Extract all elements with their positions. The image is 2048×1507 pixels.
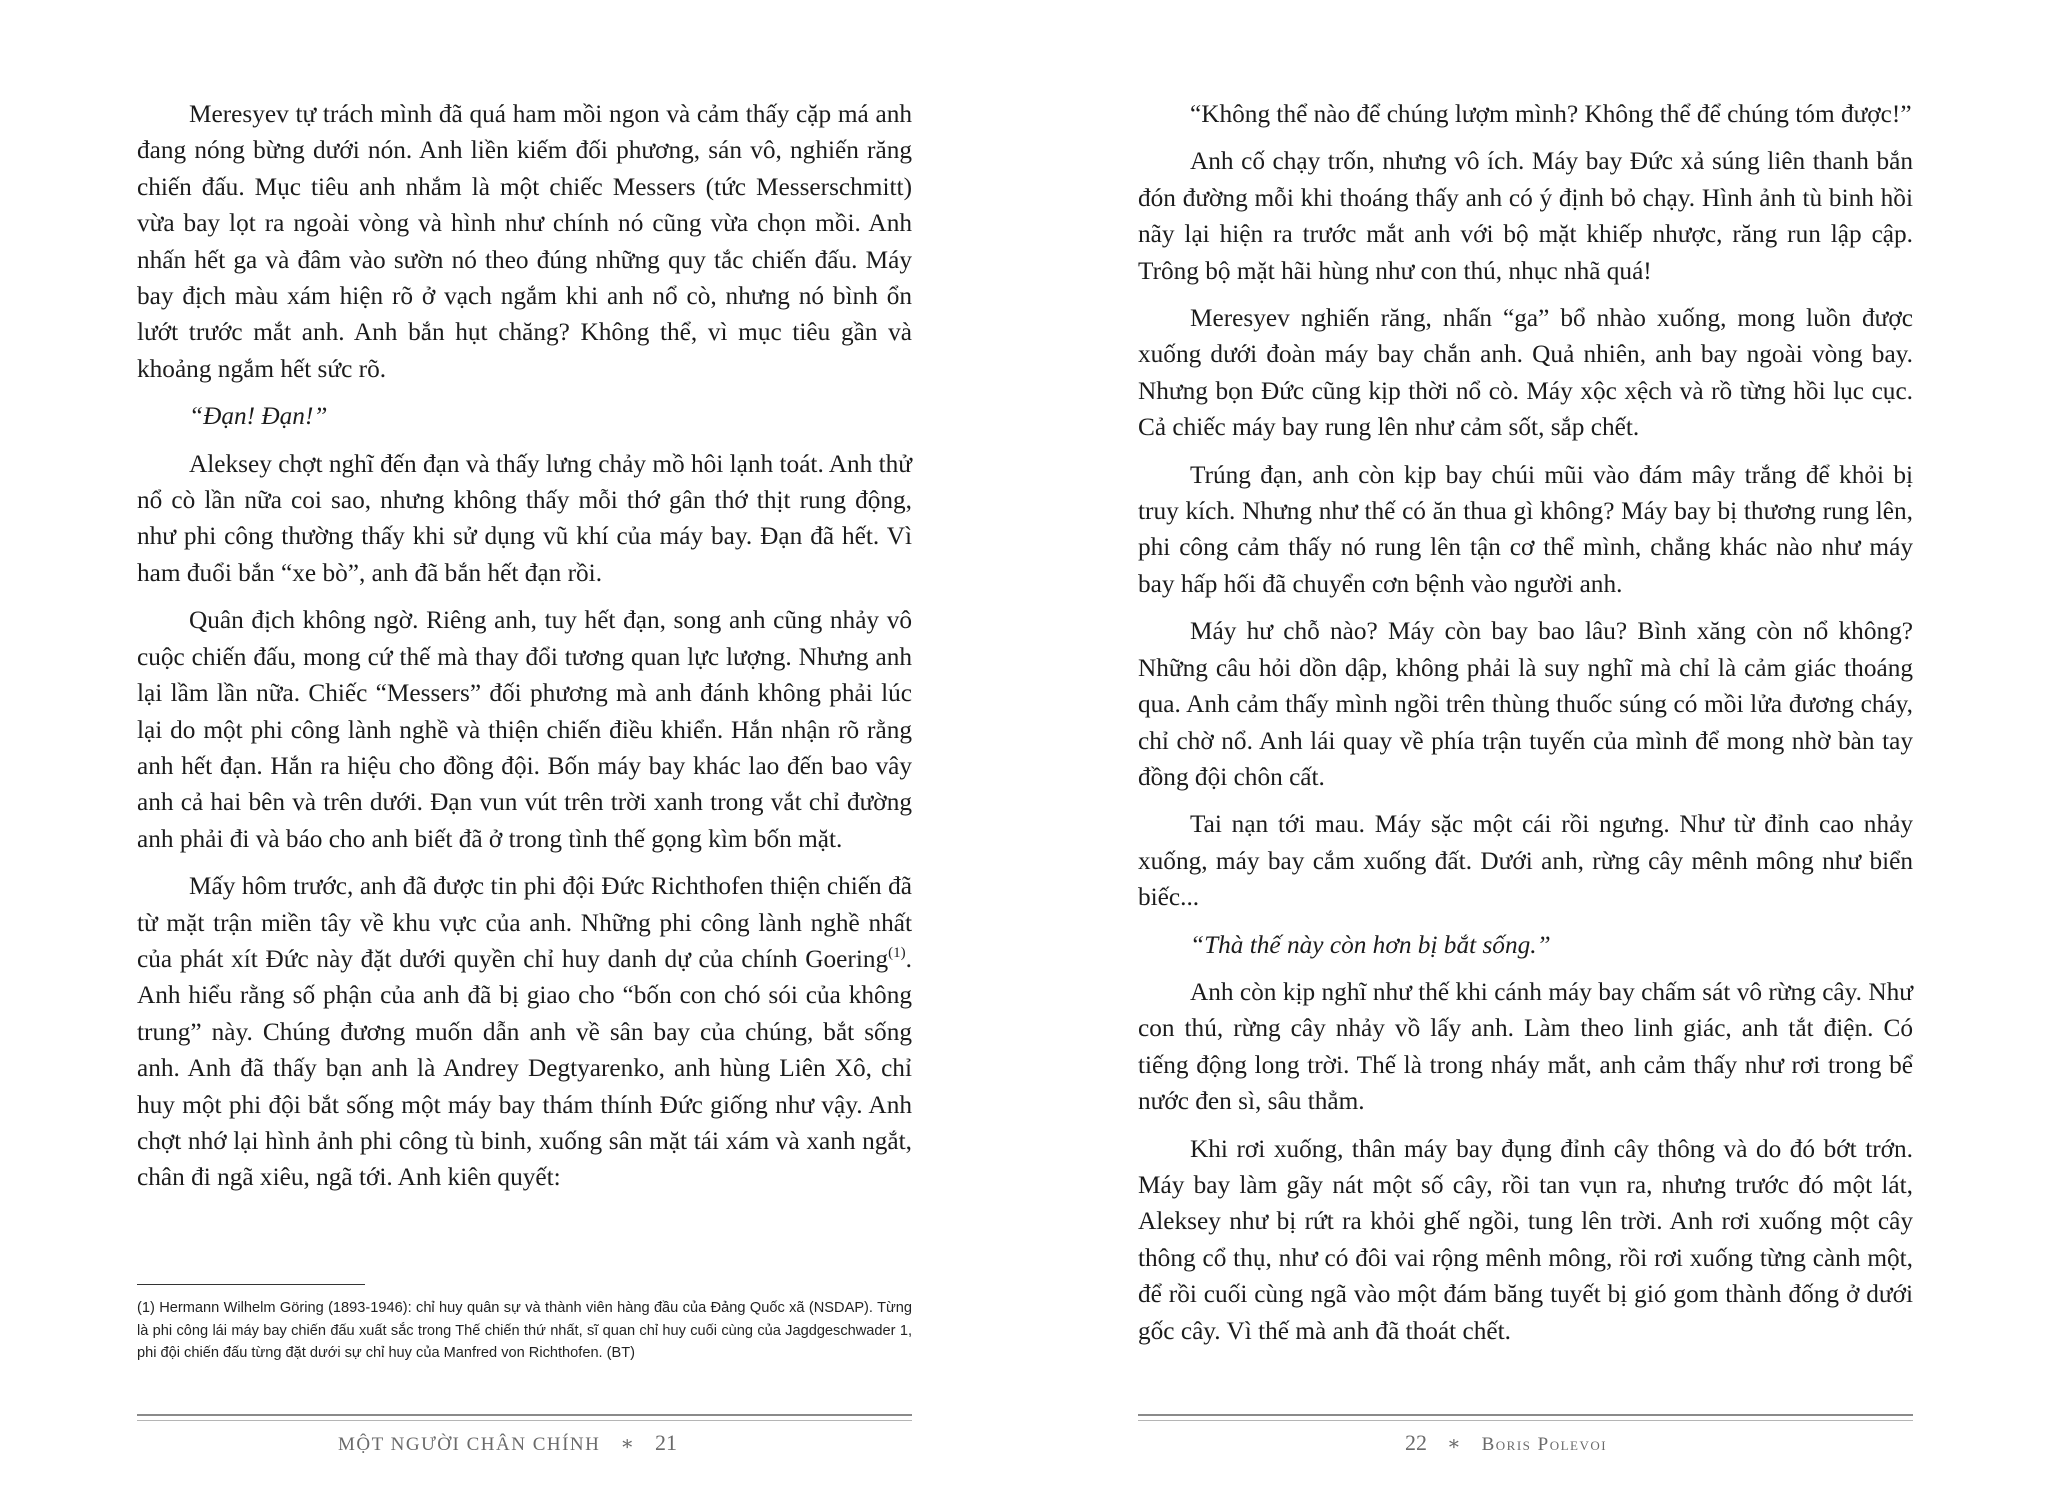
left-paragraph-5-part-b: . Anh hiểu rằng số phận của anh đã bị giao cho “bốn con chó sói của không trung” này. Chúng đương muốn dẫn anh về sân bay của chúng, bắt sống anh. Anh đã thấy bạn anh là Andrey Degtyarenko, anh hùng Liên Xô, chỉ huy một phi đội bắt sống một máy bay thám thính Đức giống như vậy. Anh chợt nhớ lại hình ảnh phi công tù binh, xuống sân mặt tái xám và xanh ngắt, chân đi ngã xiêu, ngã tới. Anh kiên quyết: <box>137 944 912 1192</box>
left-footer-rule <box>137 1414 912 1421</box>
right-page-body <box>1138 96 1913 1360</box>
right-paragraph-6: Tai nạn tới mau. Máy sặc một cái rồi ngưng. Như từ đỉnh cao nhảy xuống, máy bay cắm xuống đất. Dưới anh, rừng cây mênh mông như biển biếc... <box>1138 810 1913 912</box>
right-paragraph-8: Anh còn kịp nghĩ như thế khi cánh máy bay chấm sát vô rừng cây. Như con thú, rừng cây nhảy vồ lấy anh. Làm theo linh giác, anh tắt điện. Có tiếng động long trời. Thế là trong nháy mắt, anh cảm thấy như rơi trong bể nước đen sì, sâu thẳm. <box>1138 977 1913 1116</box>
footnote <box>137 1284 912 1365</box>
page-number-right: 22 <box>1405 1430 1427 1455</box>
right-paragraph-5: Máy hư chỗ nào? Máy còn bay bao lâu? Bình xăng còn nổ không? Những câu hỏi dồn dập, không phải là suy nghĩ mà chỉ là cảm giác thoáng qua. Anh cảm thấy mình ngồi trên thùng thuốc súng có mồi lửa đương cháy, chỉ chờ nổ. Anh lái quay về phía trận tuyến của mình để mong nhờ bàn tay đồng đội chôn cất. <box>1138 617 1913 791</box>
right-paragraph-1: “Không thể nào để chúng lượm mình? Không thể để chúng tóm được!” <box>1190 100 1912 128</box>
author-name: Boris Polevoi <box>1481 1434 1608 1455</box>
left-paragraph-4: Quân địch không ngờ. Riêng anh, tuy hết đạn, song anh cũng nhảy vô cuộc chiến đấu, mong cứ thế mà thay đổi tương quan lực lượng. Nhưng anh lại lầm lần nữa. Chiếc “Messers” đối phương mà anh đánh không phải lúc lại do một phi công lành nghề và thiện chiến điều khiển. Hắn nhận rõ rằng anh hết đạn. Hắn ra hiệu cho đồng đội. Bốn máy bay khác lao đến bao vây anh cả hai bên và trên dưới. Đạn vun vút trên trời xanh trong vắt chỉ đường anh phải đi và báo cho anh biết đã ở trong tình thế gọng kìm bốn mặt. <box>137 606 912 853</box>
right-page <box>1024 0 2048 1507</box>
footer-separator-icon: ∗ <box>1447 1433 1462 1455</box>
left-page-body <box>137 96 912 1207</box>
page-number-left: 21 <box>654 1430 677 1455</box>
left-paragraph-5 <box>137 868 912 1196</box>
right-paragraph-2: Anh cố chạy trốn, nhưng vô ích. Máy bay Đức xả súng liên thanh bắn đón đường mỗi khi thoáng thấy anh có ý định bỏ chạy. Hình ảnh tù binh hồi nãy lại hiện ra trước mắt anh với bộ mặt khiếp nhược, răng run lập cập. Trông bộ mặt hãi hùng như con thú, nhục nhã quá! <box>1138 147 1913 285</box>
footnote-reference: (1) <box>888 944 906 961</box>
right-footer-rule <box>1138 1414 1913 1421</box>
right-paragraph-9: Khi rơi xuống, thân máy bay đụng đỉnh cây thông và do đó bớt trớn. Máy bay làm gãy nát một số cây, rồi tan vụn ra, nhưng trước đó một lát, Aleksey như bị rứt ra khỏi ghế ngồi, tung lên trời. Anh rơi xuống một cây thông cổ thụ, như có đôi vai rộng mênh mông, rồi rơi xuống từng cành một, để rồi cuối cùng ngã vào một đám băng tuyết bị gió gom thành đống ở dưới gốc cây. Vì thế mà anh đã thoát chết. <box>1138 1134 1913 1345</box>
left-paragraph-5-part-a: Mấy hôm trước, anh đã được tin phi đội Đức Richthofen thiện chiến đã từ mặt trận miền tây về khu vực của anh. Những phi công lành nghề nhất của phát xít Đức này đặt dưới quyền chỉ huy danh dự của chính Goering <box>137 872 912 973</box>
footnote-text: (1) Hermann Wilhelm Göring (1893-1946): chỉ huy quân sự và thành viên hàng đầu của Đảng Quốc xã (NSDAP). Từng là phi công lái máy bay chiến đấu xuất sắc trong Thế chiến thứ nhất, sĩ quan chỉ huy cuối cùng của Jagdgeschwader 1, phi đội chiến đấu từng đặt dưới sự chỉ huy của Manfred von Richthofen. (BT) <box>137 1300 912 1361</box>
left-running-footer <box>338 1430 677 1456</box>
right-paragraph-7-italic-quote: “Thà thế này còn hơn bị bắt sống.” <box>1190 930 1551 959</box>
footer-separator-icon: ∗ <box>620 1433 635 1455</box>
book-title: MỘT NGƯỜI CHÂN CHÍNH <box>338 1434 601 1455</box>
left-paragraph-2-italic-quote: “Đạn! Đạn!” <box>189 402 328 431</box>
left-paragraph-1: Meresyev tự trách mình đã quá ham mồi ngon và cảm thấy cặp má anh đang nóng bừng dưới nón. Anh liền kiếm đối phương, sán vô, nghiến răng chiến đấu. Mục tiêu anh nhắm là một chiếc Messers (tức Messerschmitt) vừa bay lọt ra ngoài vòng và hình như chính nó cũng vừa chọn mồi. Anh nhấn hết ga và đâm vào sườn nó theo đúng những quy tắc chiến đấu. Máy bay địch màu xám hiện rõ ở vạch ngắm khi anh nổ cò, nhưng nó bình ổn lướt trước mắt anh. Anh bắn hụt chăng? Không thể, vì mục tiêu gần và khoảng ngắm hết sức rõ. <box>137 100 912 383</box>
right-running-footer <box>1405 1430 1607 1456</box>
left-paragraph-3: Aleksey chợt nghĩ đến đạn và thấy lưng chảy mồ hôi lạnh toát. Anh thử nổ cò lần nữa coi sao, nhưng không thấy mỗi thớ gân thớ thịt rung động, như phi công thường thấy khi sử dụng vũ khí của máy bay. Đạn đã hết. Vì ham đuổi bắn “xe bò”, anh đã bắn hết đạn rồi. <box>137 449 912 587</box>
right-paragraph-4: Trúng đạn, anh còn kịp bay chúi mũi vào đám mây trắng để khỏi bị truy kích. Nhưng như thế có ăn thua gì không? Máy bay bị thương rung lên, phi công cảm thấy nó rung lên tận cơ thể mình, chẳng khác nào như máy bay hấp hối đã chuyển cơn bệnh vào người anh. <box>1138 460 1913 598</box>
footnote-rule <box>137 1284 365 1285</box>
right-paragraph-3: Meresyev nghiến răng, nhấn “ga” bổ nhào xuống, mong luồn được xuống dưới đoàn máy bay chắn anh. Quả nhiên, anh bay ngoài vòng bay. Nhưng bọn Đức cũng kịp thời nổ cò. Máy xộc xệch và rồ từng hồi lục cục. Cả chiếc máy bay rung lên như cảm sốt, sắp chết. <box>1138 304 1913 442</box>
